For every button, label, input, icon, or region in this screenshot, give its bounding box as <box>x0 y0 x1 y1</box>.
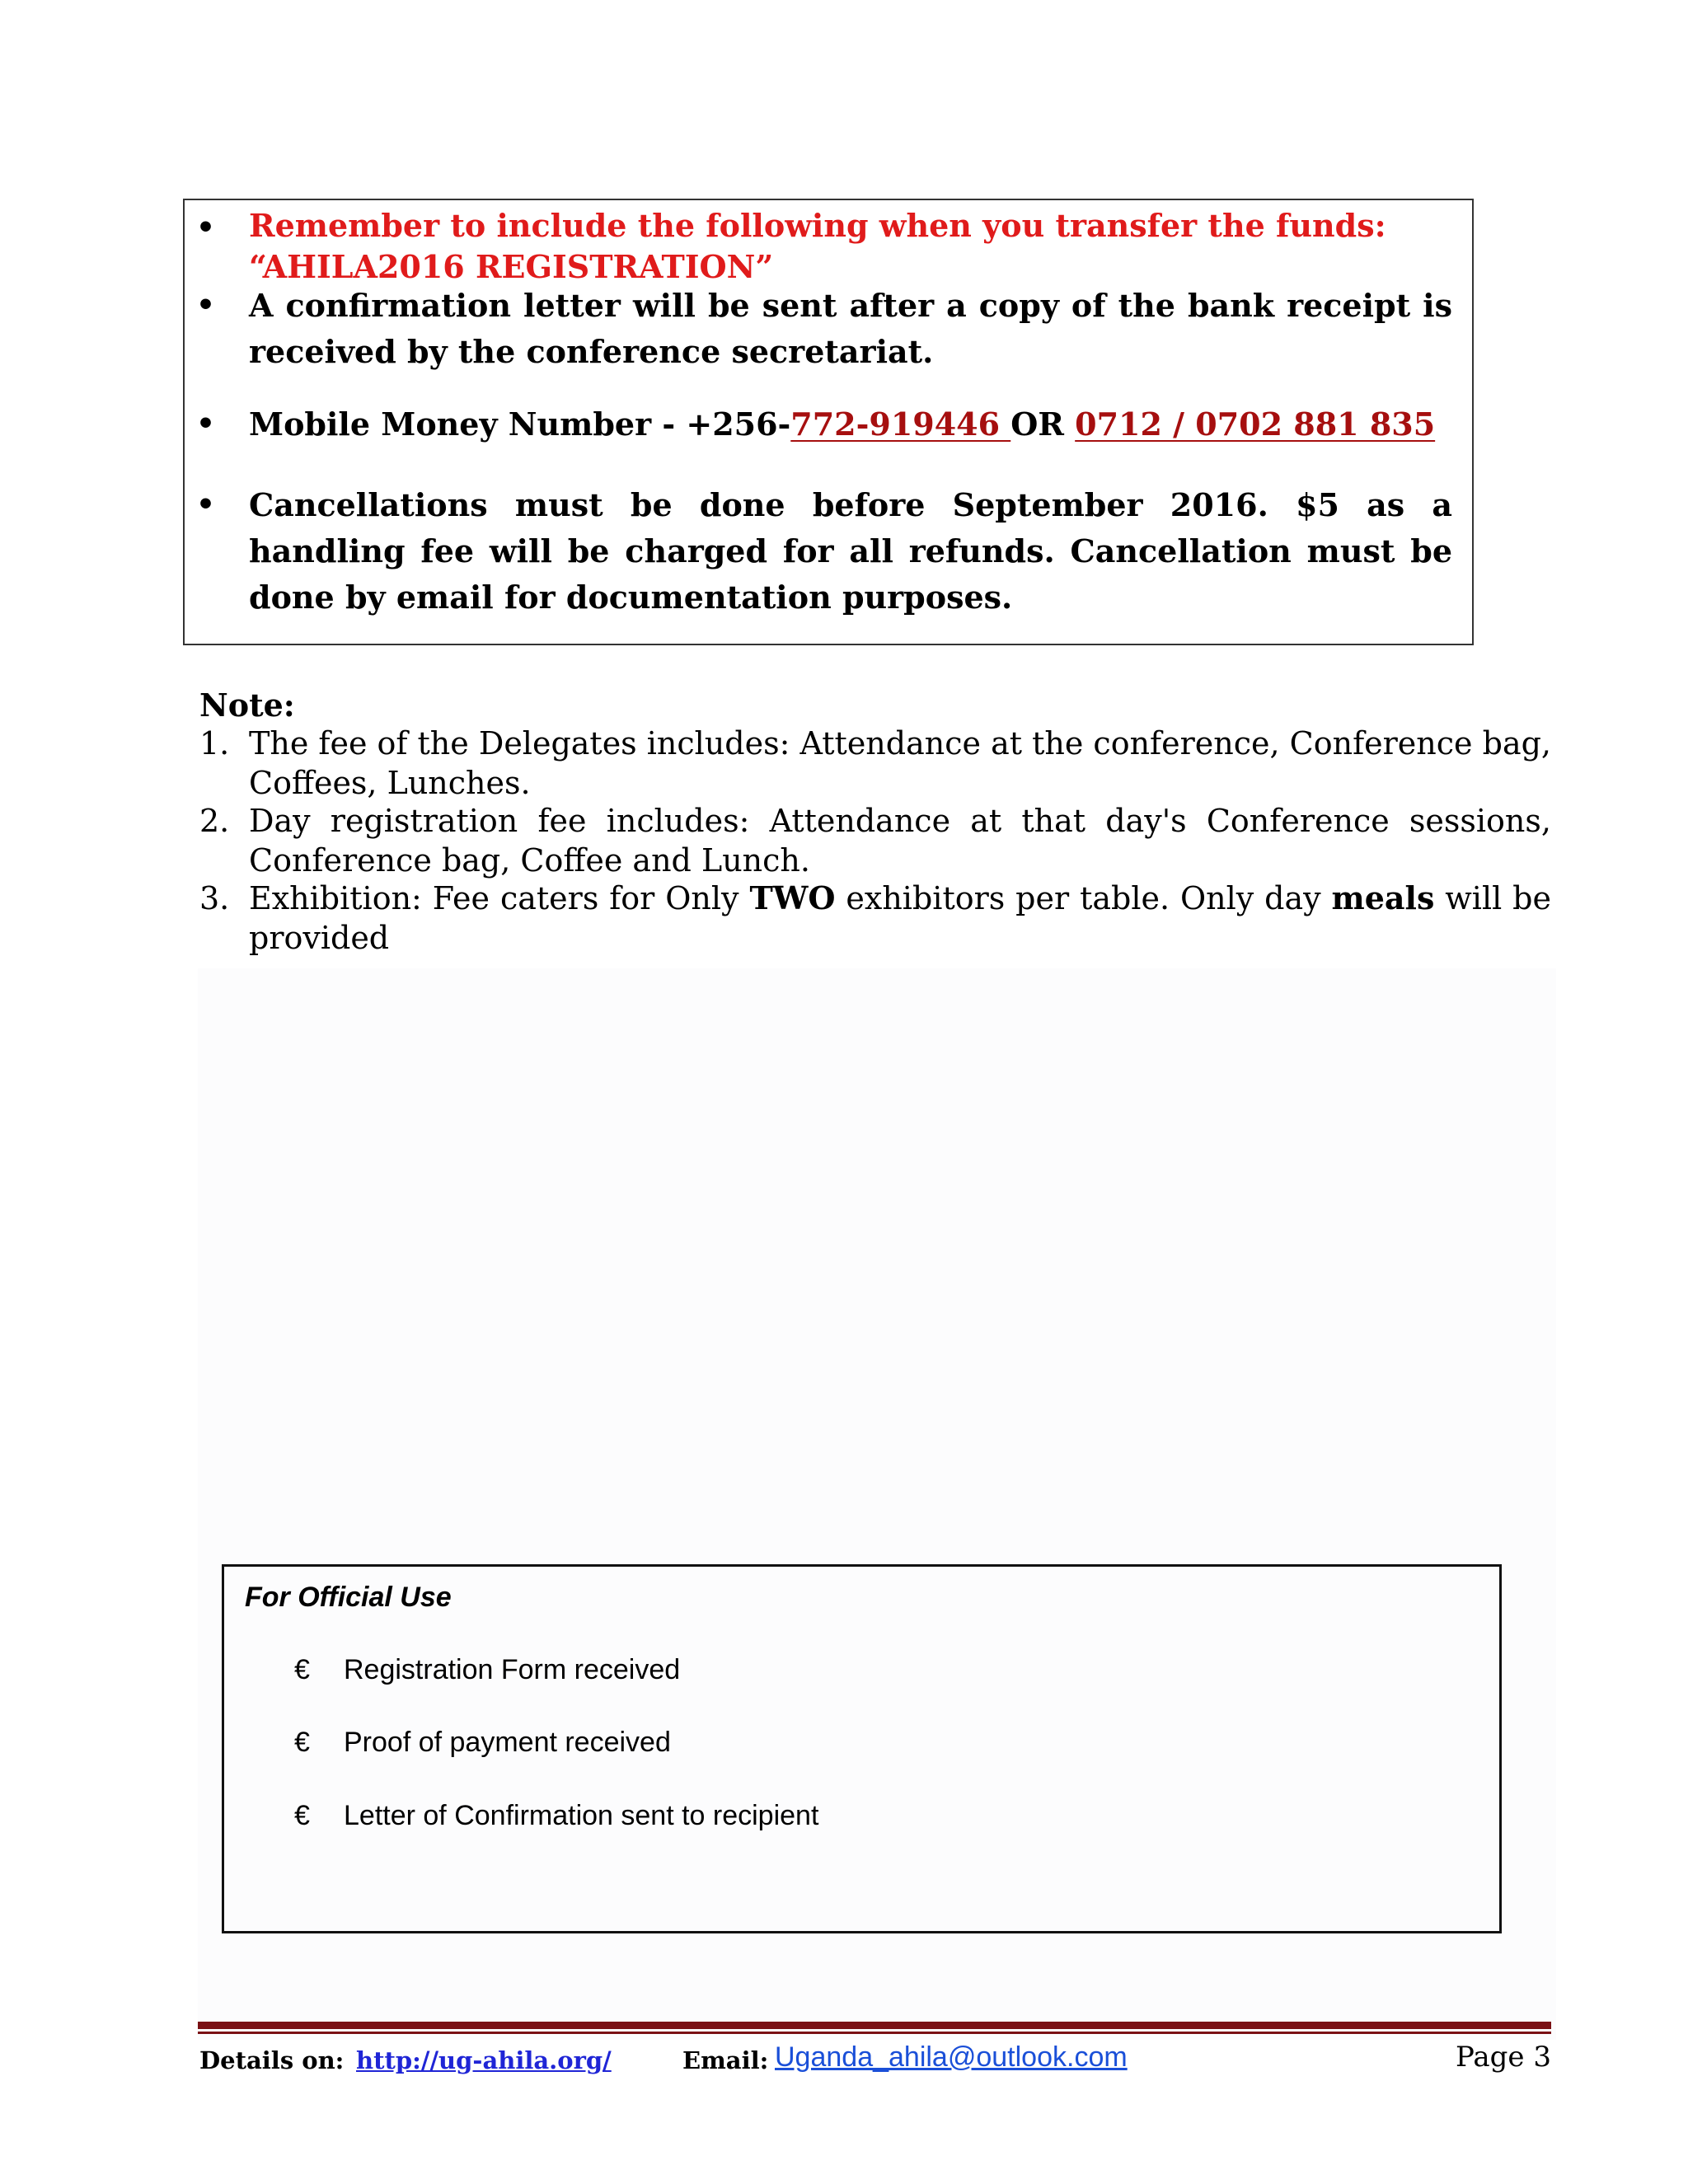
footer-rule-thin <box>198 2032 1551 2034</box>
email-label: Email: <box>682 2046 769 2074</box>
page-footer <box>199 2039 1551 2080</box>
payment-info-box <box>183 199 1474 645</box>
email-link[interactable]: Uganda_ahila@outlook.com <box>775 2041 1128 2073</box>
bullet-icon: • <box>196 211 216 245</box>
official-use-title: For Official Use <box>245 1582 452 1613</box>
footer-rule-thick <box>198 2022 1551 2029</box>
transfer-reminder: Remember to include the following when you transfer the funds: “AHILA2016 REGISTRATION” <box>249 207 1386 285</box>
bullet-icon: • <box>196 488 216 522</box>
bullet-icon: • <box>196 407 216 441</box>
euro-checkbox-icon: € <box>294 1800 310 1831</box>
website-link[interactable]: http://ug-ahila.org/ <box>356 2046 612 2074</box>
mobile-number-alternate: 0712 / 0702 881 835 <box>1075 405 1436 443</box>
mobile-money-line: Mobile Money Number - +256-772-919446 OR 0712 / 0702 881 835 <box>249 405 1436 443</box>
bullet-icon: • <box>196 288 216 322</box>
note-heading: Note: <box>199 687 295 724</box>
mobile-number-primary: 772-919446 <box>790 405 1011 443</box>
euro-checkbox-icon: € <box>294 1727 310 1758</box>
official-use-box: For Official Use € Registration Form received € Proof of payment received € Letter of Confirmation sent to recipient <box>222 1564 1502 1933</box>
page-number: Page 3 <box>1456 2041 1551 2074</box>
cancellation-policy-text: Cancellations must be done before September 2016. $5 as a handling fee will be charged for all refunds. Cancellation must be done by email for documentation purposes. <box>249 486 1452 616</box>
details-label: Details on: <box>199 2046 345 2074</box>
euro-checkbox-icon: € <box>294 1654 310 1685</box>
confirmation-letter-text: A confirmation letter will be sent after a copy of the bank receipt is received by the conference secretariat. <box>249 287 1452 370</box>
